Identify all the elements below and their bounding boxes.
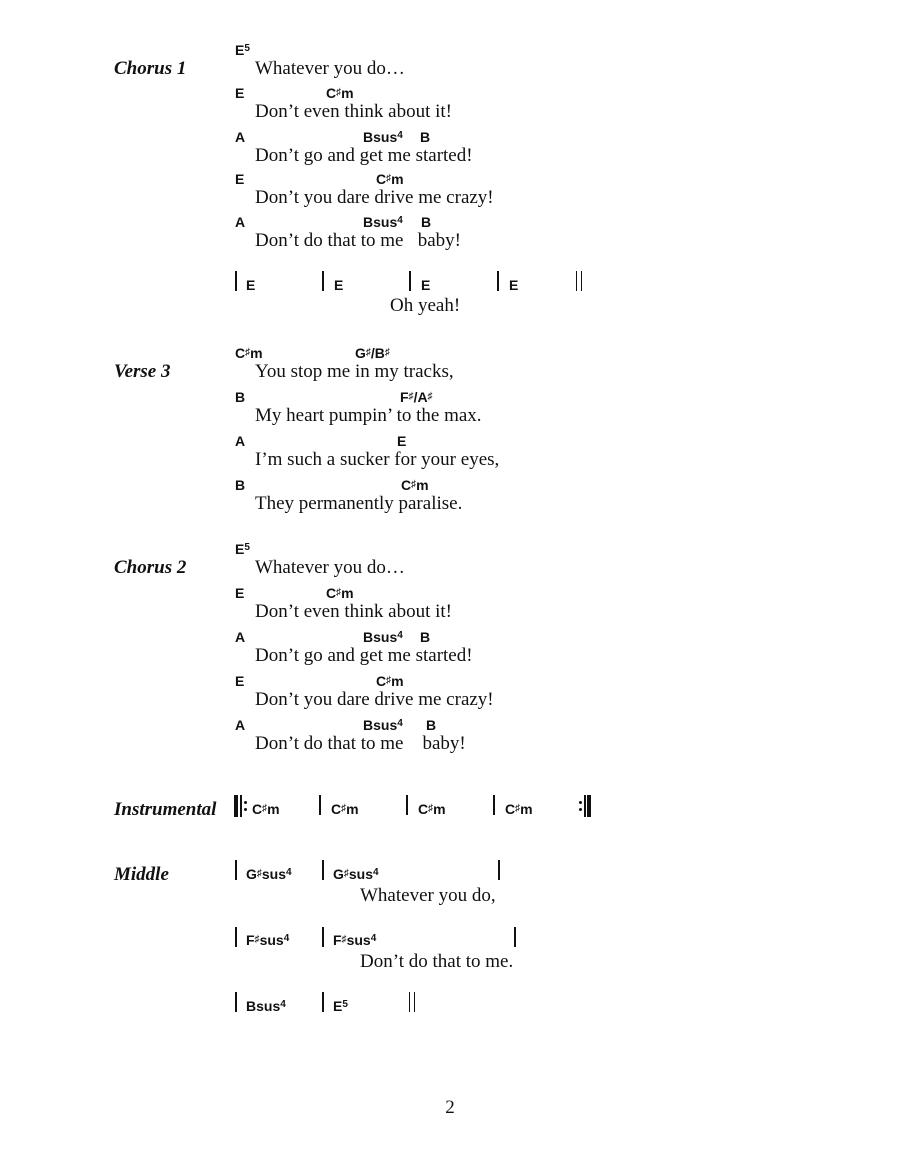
barline bbox=[322, 860, 324, 880]
chord: B bbox=[235, 477, 246, 493]
chord: B bbox=[235, 389, 246, 405]
section-label-verse-3: Verse 3 bbox=[114, 361, 171, 382]
page-number: 2 bbox=[445, 1097, 455, 1118]
barline bbox=[322, 271, 324, 291]
chord: E bbox=[235, 171, 245, 187]
lyric-line: They permanently paralise. bbox=[255, 493, 463, 514]
chord: Bsus$^4$ bbox=[363, 629, 403, 645]
chord: G♯sus$^4$ bbox=[246, 866, 292, 882]
section-label-chorus-1: Chorus 1 bbox=[114, 58, 187, 79]
barline bbox=[319, 795, 321, 815]
chord: C♯m bbox=[418, 801, 446, 817]
barline bbox=[497, 271, 499, 291]
barline bbox=[322, 992, 324, 1012]
chord: G♯/B♯ bbox=[355, 345, 390, 361]
barline bbox=[514, 927, 516, 947]
chord: Bsus$^4$ bbox=[363, 717, 403, 733]
barline bbox=[235, 992, 237, 1012]
chord: C♯m bbox=[252, 801, 280, 817]
barline bbox=[235, 860, 237, 880]
barline bbox=[498, 860, 500, 880]
chord: C♯m bbox=[505, 801, 533, 817]
chord: E bbox=[334, 277, 344, 293]
barline bbox=[409, 271, 411, 291]
chord: Bsus$^4$ bbox=[363, 214, 403, 230]
chord: B bbox=[426, 717, 437, 733]
chord: E bbox=[235, 85, 245, 101]
chord: C♯m bbox=[376, 673, 404, 689]
chord: G♯sus$^4$ bbox=[333, 866, 379, 882]
chord: $E^5$ bbox=[333, 998, 348, 1014]
chord: A bbox=[235, 717, 246, 733]
repeat-end-thick-bar bbox=[587, 795, 591, 817]
barline bbox=[493, 795, 495, 815]
barline bbox=[406, 795, 408, 815]
chord: A bbox=[235, 433, 246, 449]
section-label-chorus-2: Chorus 2 bbox=[114, 557, 187, 578]
chord: $E^5$ bbox=[235, 541, 250, 557]
lyric-line: Don’t even think about it! bbox=[255, 101, 453, 122]
chord: F♯sus$^4$ bbox=[333, 932, 377, 948]
chord: B bbox=[420, 629, 431, 645]
lyric-line: Don’t go and get me started! bbox=[255, 145, 473, 166]
lyric-line: Don’t go and get me started! bbox=[255, 645, 473, 666]
chord: E bbox=[397, 433, 407, 449]
lyric-line: Don’t even think about it! bbox=[255, 601, 453, 622]
repeat-dot bbox=[244, 808, 247, 811]
chord: C♯m bbox=[326, 585, 354, 601]
repeat-dot bbox=[579, 801, 582, 804]
lyric-line: Don’t you dare drive me crazy! bbox=[255, 689, 494, 710]
chord: C♯m bbox=[235, 345, 263, 361]
chord: E bbox=[509, 277, 519, 293]
chord: Bsus$^4$ bbox=[363, 129, 403, 145]
barline bbox=[235, 271, 237, 291]
chord: B bbox=[420, 129, 431, 145]
lyric-line: My heart pumpin’ to the max. bbox=[255, 405, 482, 426]
chord: A bbox=[235, 129, 246, 145]
double-barline bbox=[409, 992, 415, 1012]
barline bbox=[322, 927, 324, 947]
section-label-middle: Middle bbox=[114, 864, 169, 885]
chord: E bbox=[421, 277, 431, 293]
repeat-start-thin-bar bbox=[240, 795, 242, 817]
lyric-line: Whatever you do… bbox=[255, 58, 405, 79]
section-label-instrumental: Instrumental bbox=[114, 799, 217, 820]
lyric-line: Don’t do that to me. bbox=[360, 951, 514, 972]
chord: F♯/A♯ bbox=[400, 389, 433, 405]
repeat-start-thick-bar bbox=[234, 795, 238, 817]
barline bbox=[235, 927, 237, 947]
lyric-line: You stop me in my tracks, bbox=[255, 361, 454, 382]
chord: E bbox=[235, 673, 245, 689]
repeat-end-thin-bar bbox=[584, 795, 586, 817]
repeat-dot bbox=[244, 801, 247, 804]
lyric-line: Whatever you do, bbox=[360, 885, 496, 906]
lyric-line: I’m such a sucker for your eyes, bbox=[255, 449, 500, 470]
chord: C♯m bbox=[401, 477, 429, 493]
chord: E bbox=[235, 585, 245, 601]
chord: A bbox=[235, 629, 246, 645]
lyric-line: Whatever you do… bbox=[255, 557, 405, 578]
chord: C♯m bbox=[331, 801, 359, 817]
chord: E bbox=[246, 277, 256, 293]
chord: C♯m bbox=[376, 171, 404, 187]
lyric-line: Don’t do that to me baby! bbox=[255, 733, 466, 754]
lyric-line: Don’t do that to me baby! bbox=[255, 230, 461, 251]
chord: F♯sus$^4$ bbox=[246, 932, 290, 948]
lyric-line: Oh yeah! bbox=[390, 295, 461, 316]
repeat-dot bbox=[579, 808, 582, 811]
double-barline bbox=[576, 271, 582, 291]
chord: B bbox=[421, 214, 432, 230]
chord: Bsus$^4$ bbox=[246, 998, 286, 1014]
chord: C♯m bbox=[326, 85, 354, 101]
lyric-line: Don’t you dare drive me crazy! bbox=[255, 187, 494, 208]
chord: A bbox=[235, 214, 246, 230]
chord: $E^5$ bbox=[235, 42, 250, 58]
